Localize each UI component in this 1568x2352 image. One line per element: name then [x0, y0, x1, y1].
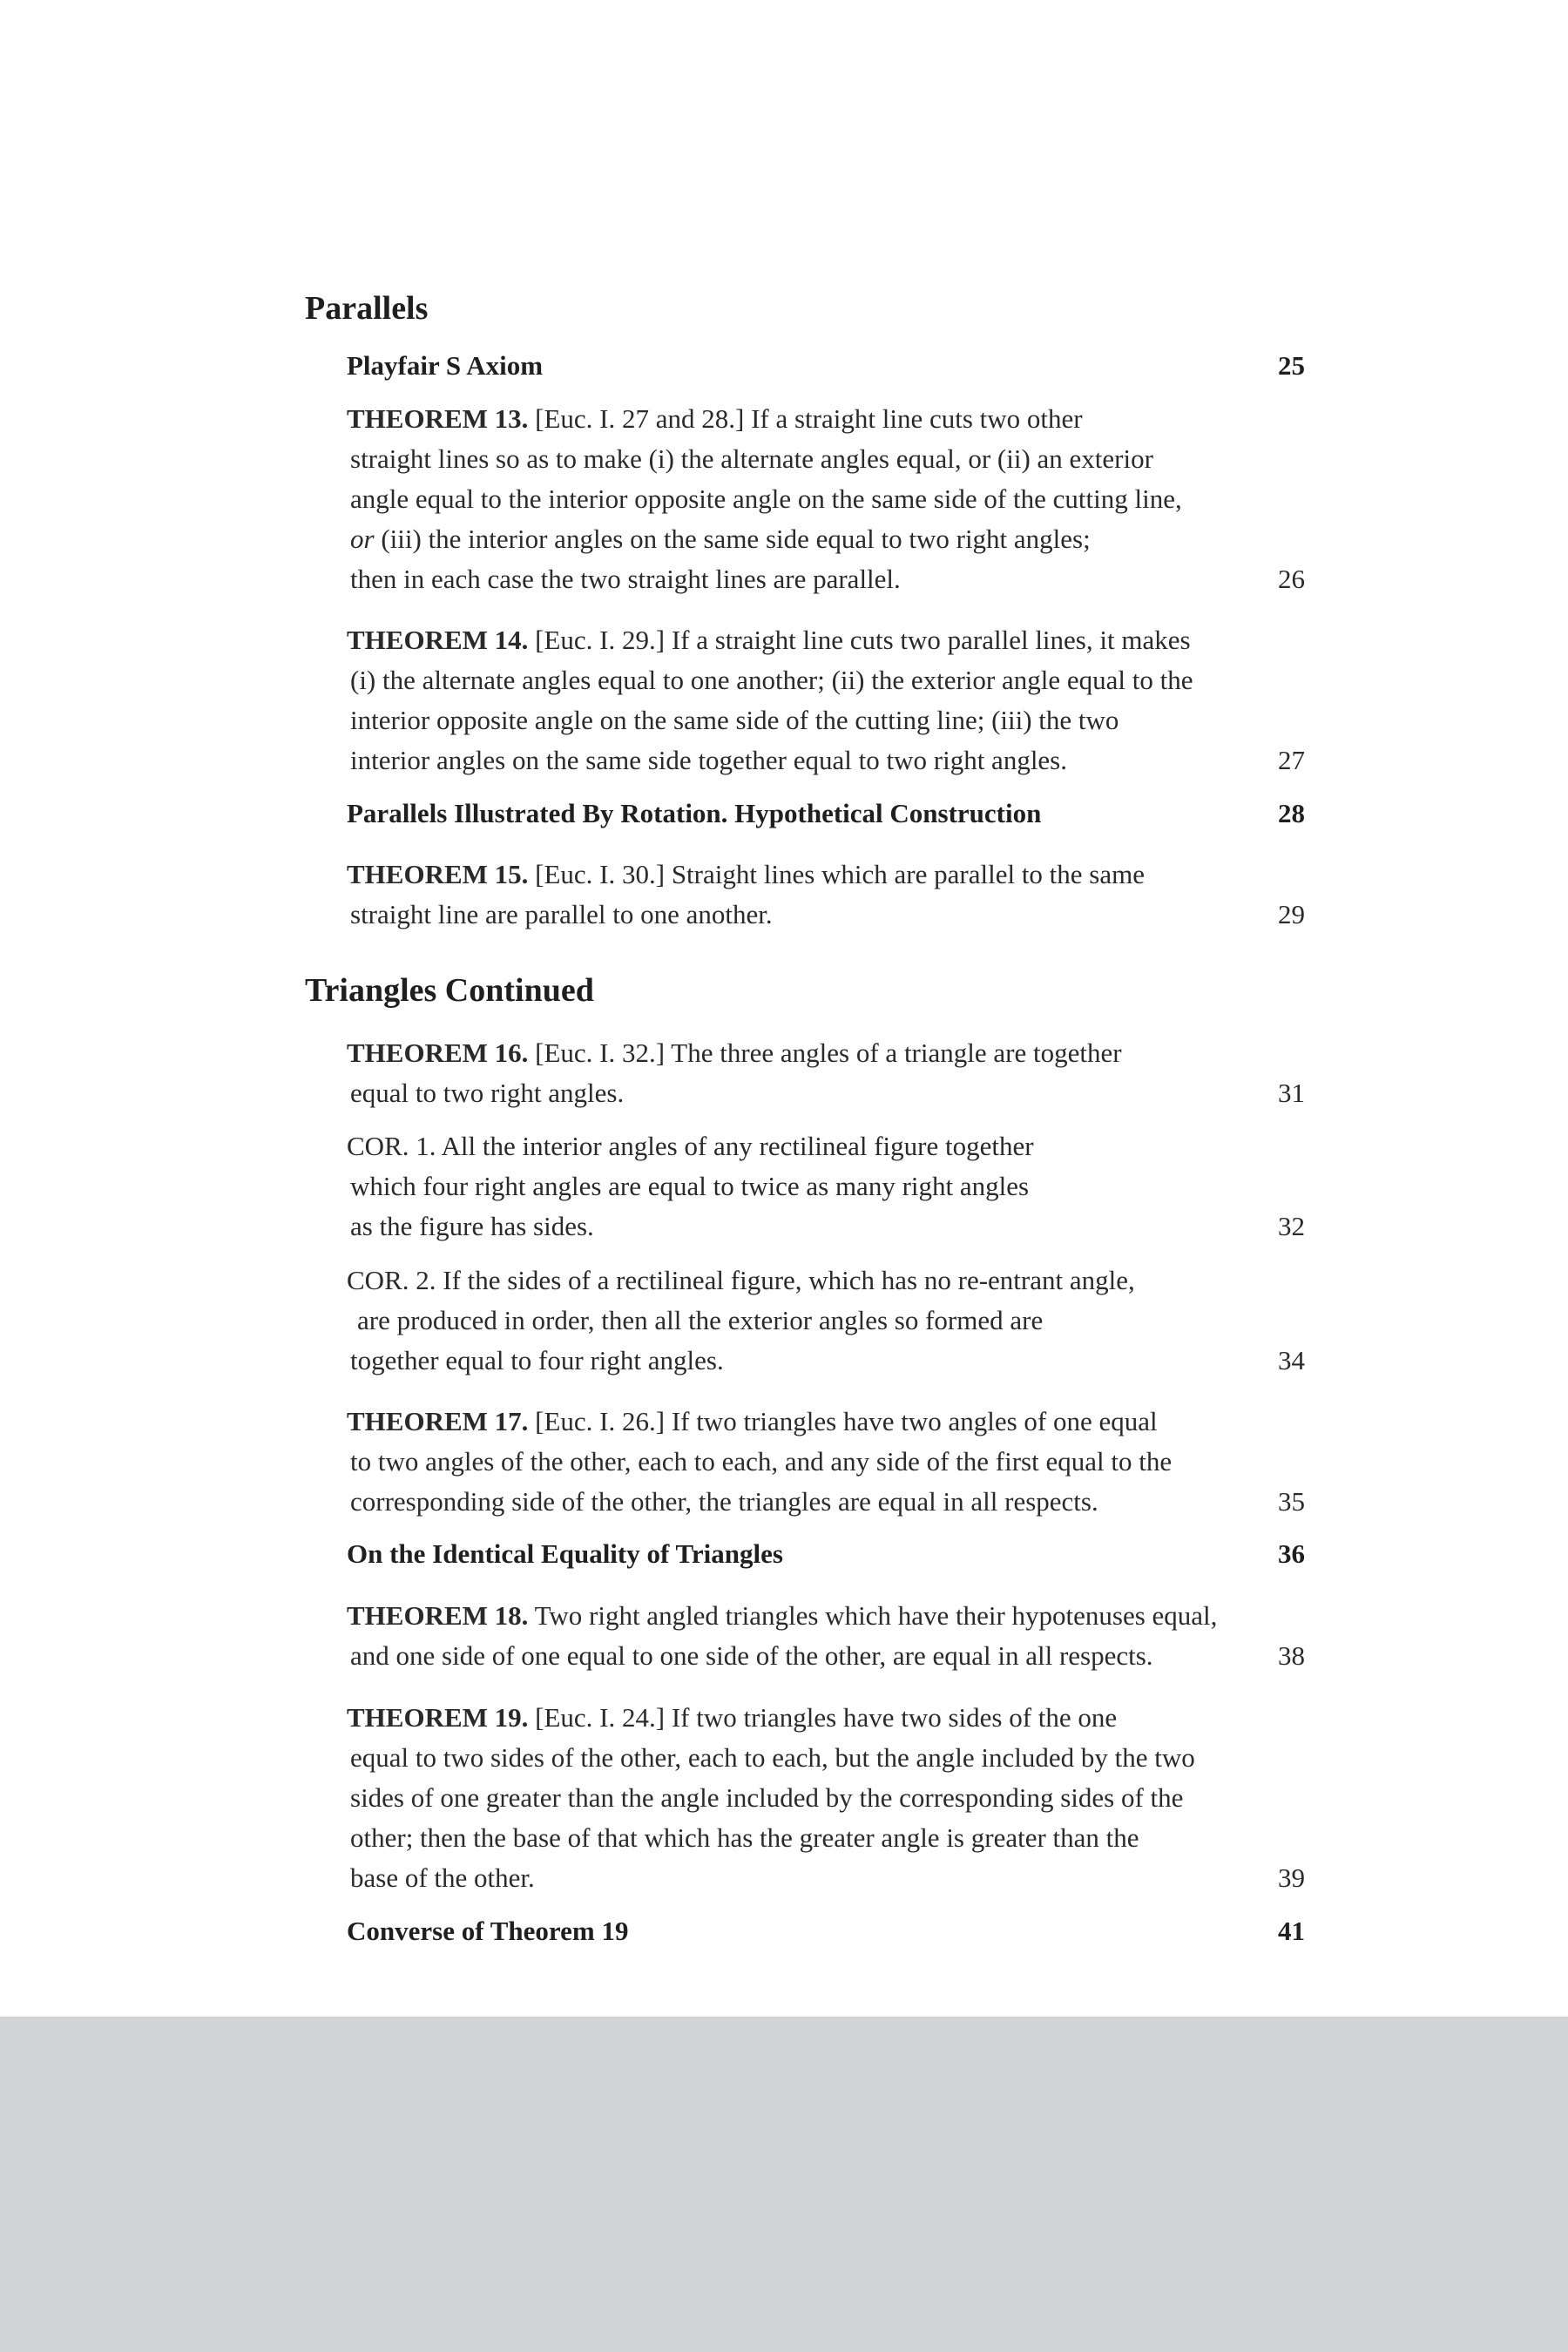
- entry-text-line: [347, 620, 1191, 660]
- page-number: 26: [1278, 564, 1305, 594]
- entry-text-line: (i) the alternate angles equal to one another; (ii) the exterior angle equal to the: [350, 665, 1193, 695]
- entry-text: Two right angled triangles which have their hypotenuses equal,: [528, 1600, 1218, 1631]
- entry-text-line: equal to two right angles.: [350, 1078, 625, 1108]
- section-title-parallels: Parallels: [305, 290, 429, 327]
- page-number: 31: [1278, 1078, 1305, 1108]
- theorem-label: THEOREM 19.: [347, 1702, 529, 1733]
- entry-text-line: to two angles of the other, each to each, and any side of the first equal to the: [350, 1446, 1173, 1477]
- page-number: 25: [1278, 350, 1305, 381]
- entry-text-line: sides of one greater than the angle included by the corresponding sides of the: [350, 1782, 1184, 1813]
- entry-text-line: [347, 855, 1145, 895]
- entry-text-line: base of the other.: [350, 1862, 535, 1893]
- theorem-label: THEOREM 13.: [347, 403, 529, 434]
- entry-text: [Euc. I. 30.] Straight lines which are parallel to the same: [528, 859, 1146, 889]
- toc-entry-label: Converse of Theorem 19: [347, 1916, 629, 1946]
- section-title-triangles-continued: Triangles Continued: [305, 972, 594, 1009]
- toc-entry-label: Playfair S Axiom: [347, 350, 544, 381]
- page-number: 27: [1278, 745, 1305, 775]
- entry-text-line: [347, 1033, 1122, 1073]
- page-number: 34: [1278, 1345, 1305, 1375]
- emphasis-or: or: [350, 524, 375, 554]
- entry-text-line: which four right angles are equal to twice as many right angles: [350, 1171, 1030, 1201]
- entry-text: (iii) the interior angles on the same side equal to two right angles;: [374, 524, 1091, 554]
- bottom-gray-band: [0, 2017, 1568, 2352]
- entry-text-line: [347, 1596, 1217, 1636]
- entry-text-line: COR. 2. If the sides of a rectilineal figure, which has no re-entrant angle,: [347, 1265, 1135, 1295]
- page-number: 32: [1278, 1211, 1305, 1241]
- entry-text: [Euc. I. 29.] If a straight line cuts two parallel lines, it makes: [528, 625, 1191, 655]
- toc-entry-label: Parallels Illustrated By Rotation. Hypothetical Construction: [347, 798, 1042, 828]
- entry-text-line: other; then the base of that which has the greater angle is greater than the: [350, 1822, 1139, 1853]
- entry-text: [Euc. I. 32.] The three angles of a triangle are together: [528, 1037, 1122, 1068]
- entry-text-line: [347, 399, 1083, 439]
- page-number: 29: [1278, 899, 1305, 929]
- theorem-label: THEOREM 17.: [347, 1406, 529, 1436]
- page-number: 38: [1278, 1640, 1305, 1671]
- entry-text-line: corresponding side of the other, the triangles are equal in all respects.: [350, 1486, 1098, 1517]
- toc-entry-label: On the Identical Equality of Triangles: [347, 1538, 783, 1569]
- entry-text-line: and one side of one equal to one side of the other, are equal in all respects.: [350, 1640, 1153, 1671]
- page-number: 41: [1278, 1916, 1305, 1946]
- page-number: 35: [1278, 1486, 1305, 1517]
- entry-text-line: equal to two sides of the other, each to each, but the angle included by the two: [350, 1742, 1195, 1773]
- entry-text-line: as the figure has sides.: [350, 1211, 594, 1241]
- entry-text: [Euc. I. 26.] If two triangles have two angles of one equal: [528, 1406, 1158, 1436]
- entry-text-line: angle equal to the interior opposite angle on the same side of the cutting line,: [350, 483, 1182, 514]
- entry-text-line: then in each case the two straight lines are parallel.: [350, 564, 901, 594]
- entry-text-line: are produced in order, then all the exterior angles so formed are: [357, 1305, 1044, 1335]
- entry-text-line: COR. 1. All the interior angles of any rectilineal figure together: [347, 1131, 1034, 1161]
- theorem-label: THEOREM 14.: [347, 625, 529, 655]
- entry-text: [Euc. I. 27 and 28.] If a straight line cuts two other: [528, 403, 1083, 434]
- theorem-label: THEOREM 15.: [347, 859, 529, 889]
- entry-text-line: straight line are parallel to one another.: [350, 899, 773, 929]
- entry-text-line: [347, 1402, 1158, 1442]
- entry-text-line: straight lines so as to make (i) the alternate angles equal, or (ii) an exterior: [350, 443, 1153, 474]
- entry-text-line: interior opposite angle on the same side of the cutting line; (iii) the two: [350, 705, 1119, 735]
- page-number: 39: [1278, 1862, 1305, 1893]
- entry-text-line: interior angles on the same side together equal to two right angles.: [350, 745, 1067, 775]
- entry-text-line: together equal to four right angles.: [350, 1345, 724, 1375]
- theorem-label: THEOREM 18.: [347, 1600, 529, 1631]
- entry-text-line: [350, 519, 1091, 559]
- page-number: 28: [1278, 798, 1305, 828]
- entry-text: [Euc. I. 24.] If two triangles have two sides of the one: [528, 1702, 1118, 1733]
- theorem-label: THEOREM 16.: [347, 1037, 529, 1068]
- page-number: 36: [1278, 1538, 1305, 1569]
- entry-text-line: [347, 1698, 1117, 1738]
